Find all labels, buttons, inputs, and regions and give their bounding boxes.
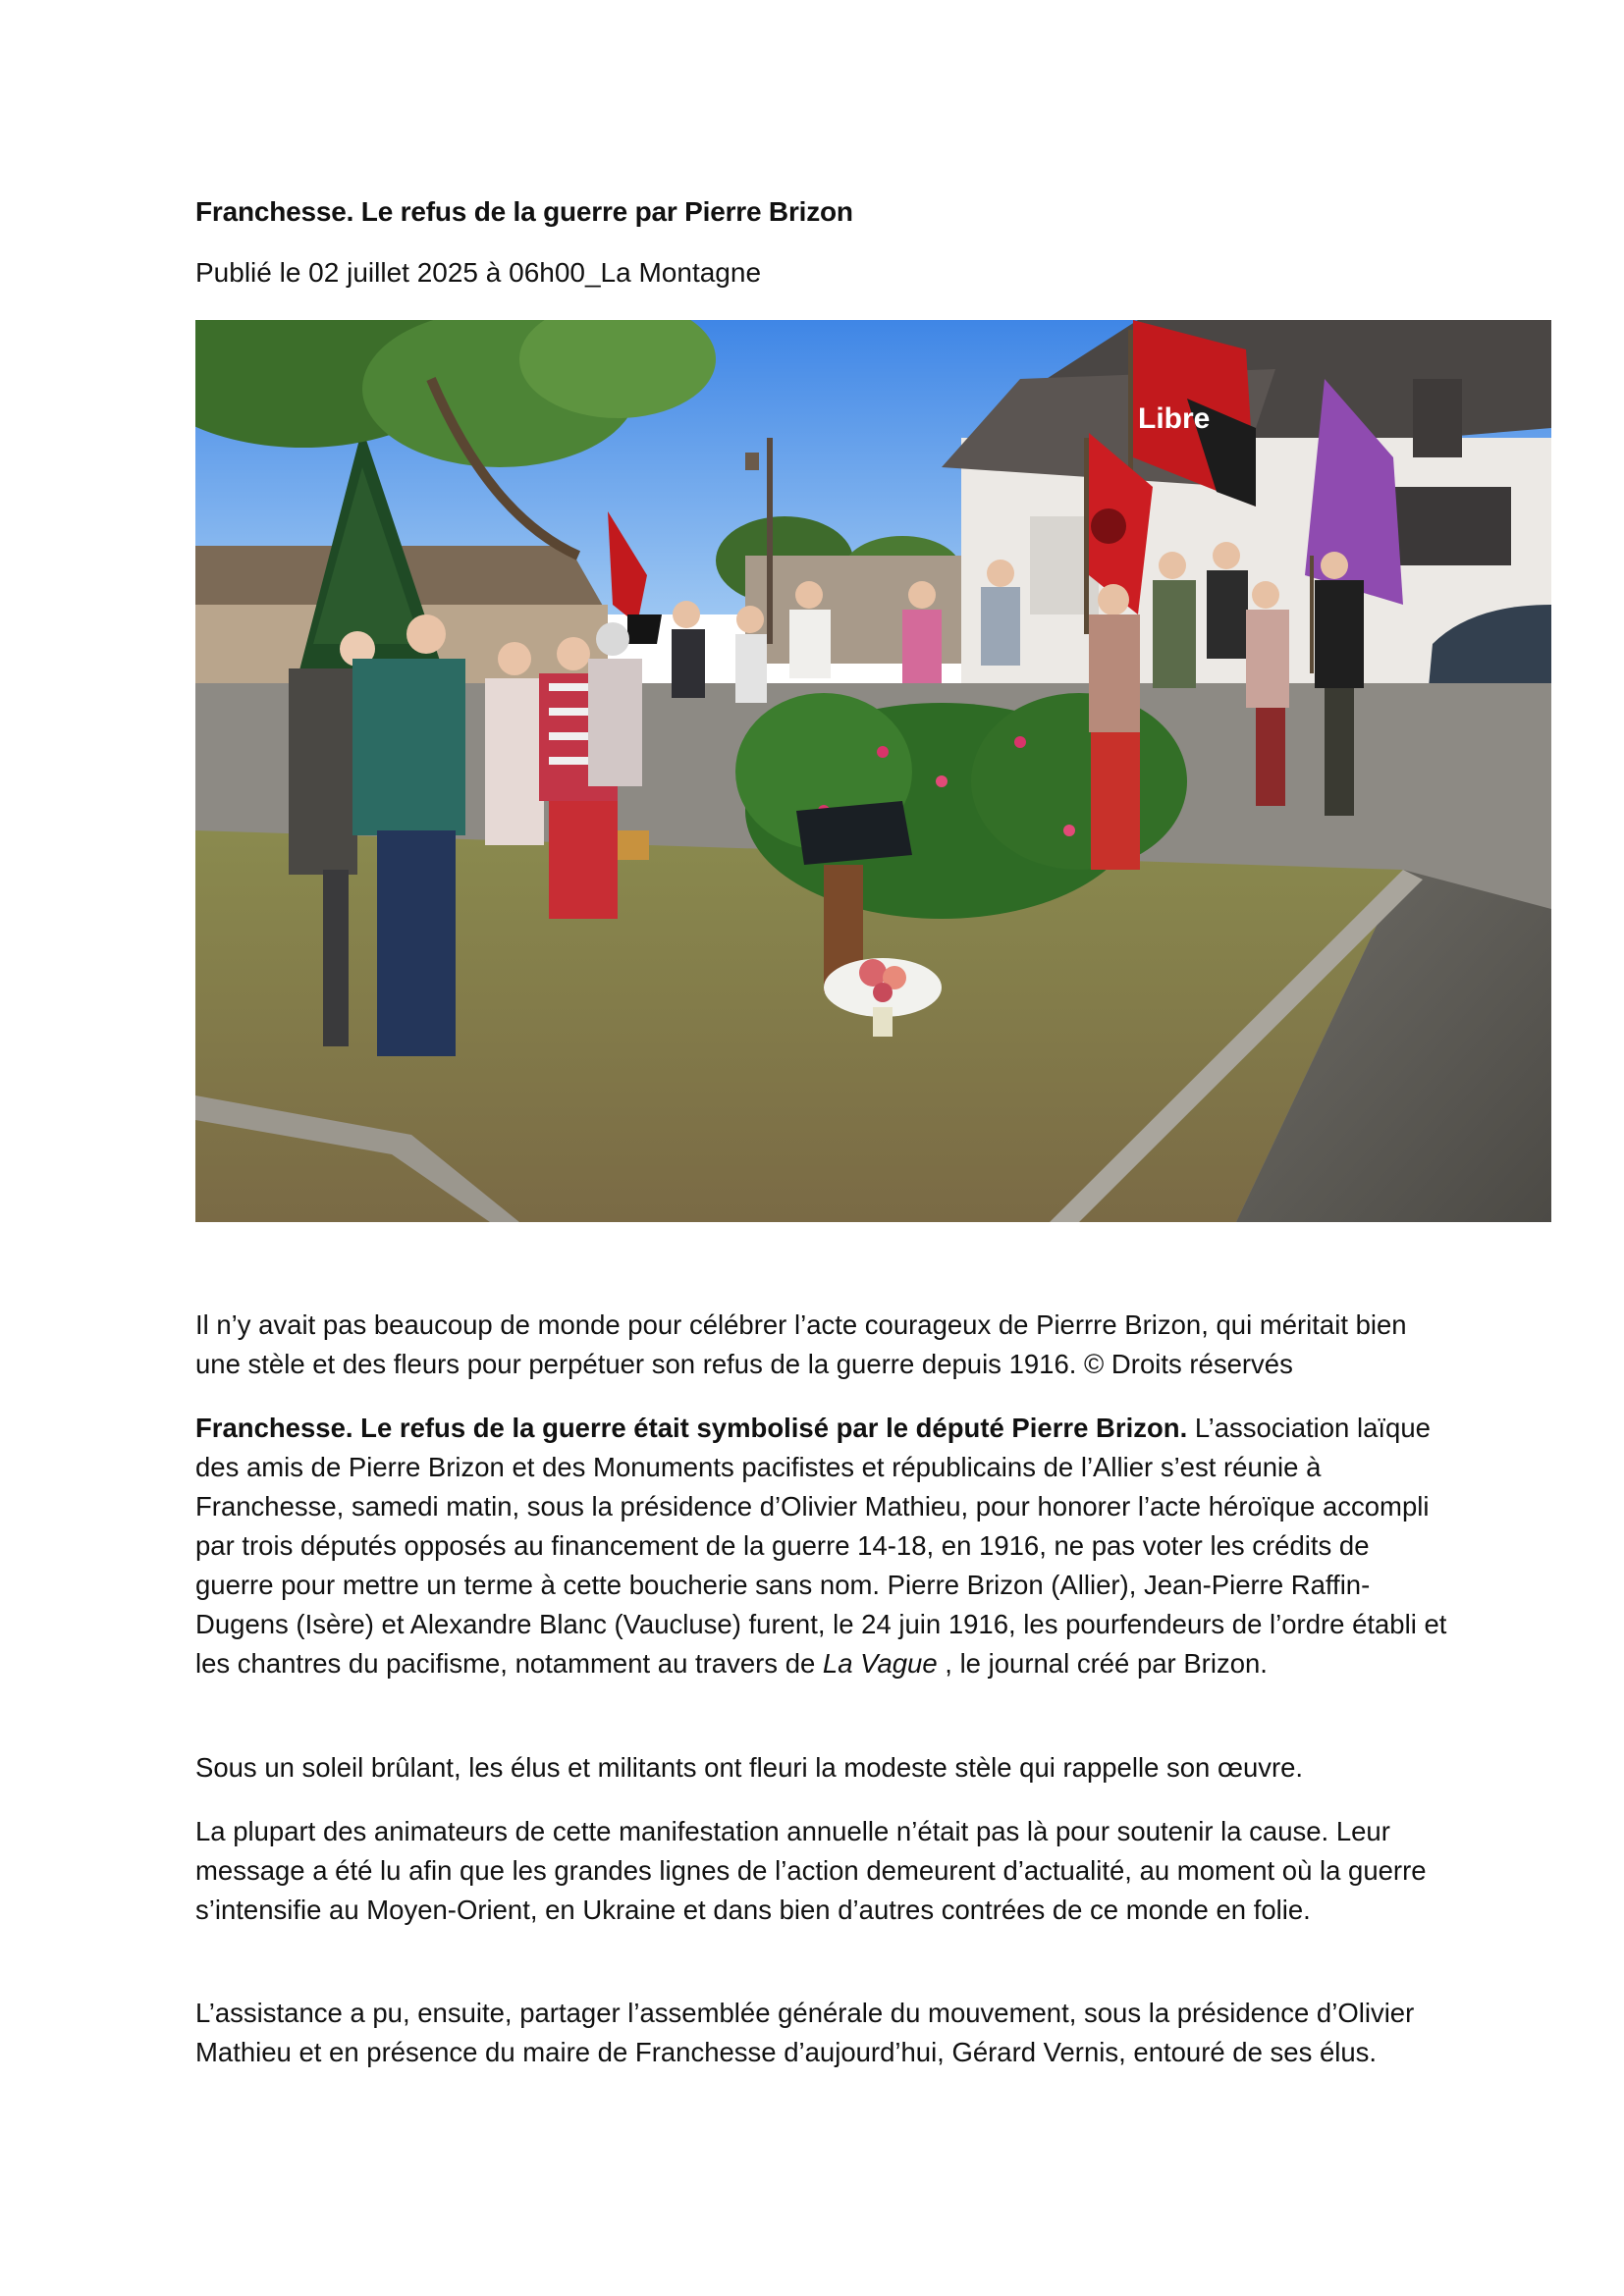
- paragraph-2: Sous un soleil brûlant, les élus et militants ont fleuri la modeste stèle qui rappelle son œuvre.: [195, 1752, 1304, 1783]
- article-title: Franchesse. Le refus de la guerre par Pierre Brizon: [195, 196, 853, 227]
- paragraph-1: [195, 1409, 1452, 1683]
- article-photo: [195, 320, 1551, 1222]
- photo-caption: Il n’y avait pas beaucoup de monde pour célébrer l’acte courageux de Pierrre Brizon, qui méritait bien une stèle et des fleurs pour perpétuer son refus de la guerre depuis 1916. © Droits réservés: [195, 1309, 1407, 1379]
- newspaper-title: La Vague: [822, 1648, 938, 1679]
- paragraph-1-lead: Franchesse. Le refus de la guerre était symbolisé par le député Pierre Brizon.: [195, 1413, 1188, 1443]
- paragraph-1-body: L’association laïque des amis de Pierre Brizon et des Monuments pacifistes et républicains de l’Allier s’est réunie à Franchesse, samedi matin, sous la présidence d’Olivier Mathieu, pour honorer l’acte héroïque accompli par trois députés opposés au financement de la guerre 14-18, en 1916, ne pas voter les crédits de guerre pour mettre un terme à cette boucherie sans nom. Pierre Brizon (Allier), Jean-Pierre Raffin-Dugens (Isère) et Alexandre Blanc (Vaucluse) furent, le 24 juin 1916, les pourfendeurs de l’ordre établi et les chantres du pacifisme, notamment au travers de: [195, 1413, 1447, 1679]
- paragraph-1-tail: , le journal créé par Brizon.: [937, 1648, 1268, 1679]
- flag-text: Libre: [1138, 402, 1211, 435]
- paragraph-4: L’assistance a pu, ensuite, partager l’assemblée générale du mouvement, sous la présidence d’Olivier Mathieu et en présence du maire de Franchesse d’aujourd’hui, Gérard Vernis, entouré de ses élus.: [195, 1998, 1415, 2067]
- article-dateline: Publié le 02 juillet 2025 à 06h00_La Montagne: [195, 257, 762, 288]
- paragraph-3: La plupart des animateurs de cette manifestation annuelle n’était pas là pour soutenir la cause. Leur message a été lu afin que les grandes lignes de l’action demeurent d’actualité, au moment où la guerre s’intensifie au Moyen-Orient, en Ukraine et dans bien d’autres contrées de ce monde en folie.: [195, 1816, 1427, 1925]
